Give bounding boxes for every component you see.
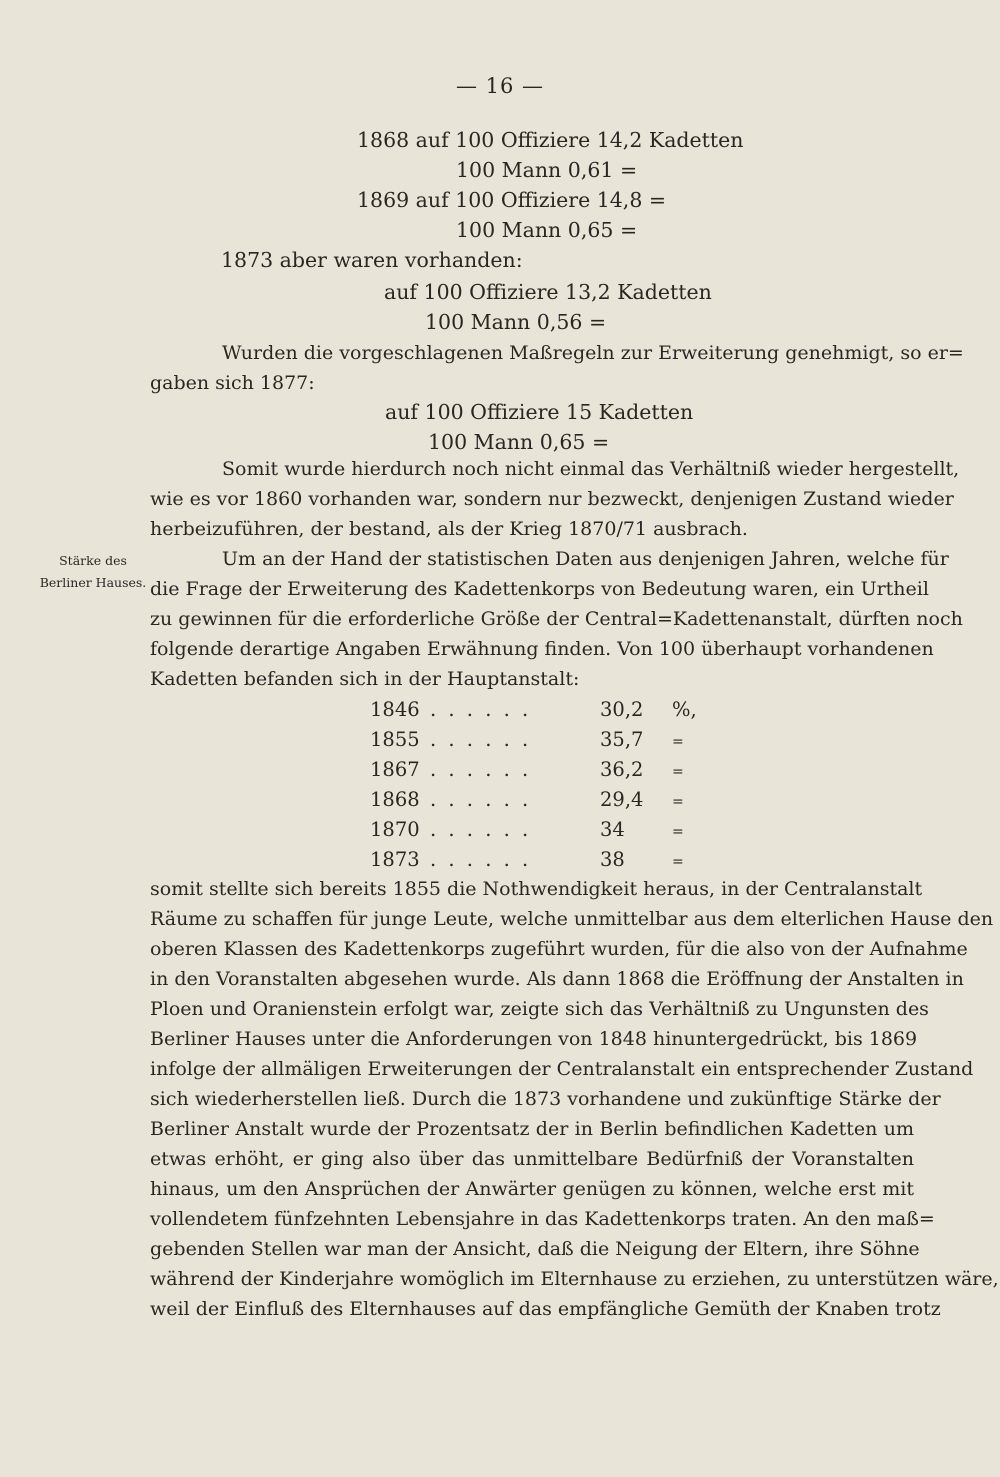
ratio-line: 100 Mann 0,61 = xyxy=(456,158,638,182)
table-year: 1867 xyxy=(370,758,420,781)
paragraph-line: weil der Einfluß des Elternhauses auf das empfängliche Gemüth der Knaben trotz xyxy=(150,1298,941,1320)
paragraph-line: in den Voranstalten abgesehen wurde. Als dann 1868 die Eröffnung der Anstalten in xyxy=(150,968,964,990)
table-dots: . . . . . . xyxy=(430,818,532,841)
ratio-line: 1873 aber waren vorhanden: xyxy=(221,248,523,272)
table-value: 35,7 xyxy=(600,728,644,751)
table-unit: = xyxy=(672,854,684,870)
paragraph-line: folgende derartige Angaben Erwähnung finden. Von 100 überhaupt vorhandenen xyxy=(150,638,934,660)
paragraph-line: Somit wurde hierdurch noch nicht einmal das Verhältniß wieder hergestellt, xyxy=(222,458,960,480)
table-year: 1846 xyxy=(370,698,420,721)
ratio-line: auf 100 Offiziere 15 Kadetten xyxy=(385,400,694,424)
table-value: 30,2 xyxy=(600,698,644,721)
ratio-line: 100 Mann 0,65 = xyxy=(456,218,638,242)
table-row xyxy=(370,788,684,811)
paragraph-line: sich wiederherstellen ließ. Durch die 1873 vorhandene und zukünftige Stärke der xyxy=(150,1088,941,1110)
ratio-line: 100 Mann 0,56 = xyxy=(425,310,607,334)
ratio-line: 1868 auf 100 Offiziere 14,2 Kadetten xyxy=(357,128,744,152)
paragraph-line: hinaus, um den Ansprüchen der Anwärter genügen zu können, welche erst mit xyxy=(150,1178,914,1200)
table-row xyxy=(370,698,697,721)
table-value: 29,4 xyxy=(600,788,644,811)
margin-note-line: Stärke des xyxy=(59,553,127,568)
table-unit: %, xyxy=(672,698,697,721)
paragraph-line: die Frage der Erweiterung des Kadettenkorps von Bedeutung waren, ein Urtheil xyxy=(150,578,929,600)
table-unit: = xyxy=(672,764,684,780)
table-value: 34 xyxy=(600,818,625,841)
paragraph-line: Ploen und Oranienstein erfolgt war, zeigte sich das Verhältniß zu Ungunsten des xyxy=(150,998,929,1020)
paragraph-line: Um an der Hand der statistischen Daten aus denjenigen Jahren, welche für xyxy=(222,548,949,570)
table-year: 1855 xyxy=(370,728,420,751)
table-unit: = xyxy=(672,824,684,840)
paragraph-line: gaben sich 1877: xyxy=(150,372,315,394)
paragraph-line: infolge der allmäligen Erweiterungen der Centralanstalt ein entsprechender Zustand xyxy=(150,1058,974,1080)
table-row xyxy=(370,728,684,751)
table-year: 1873 xyxy=(370,848,420,871)
table-year: 1868 xyxy=(370,788,420,811)
paragraph-line: Berliner Hauses unter die Anforderungen von 1848 hinuntergedrückt, bis 1869 xyxy=(150,1028,918,1050)
table-dots: . . . . . . xyxy=(430,788,532,811)
page-number: — 16 — xyxy=(455,74,545,98)
table-row xyxy=(370,848,684,871)
table-value: 36,2 xyxy=(600,758,644,781)
paragraph-line: etwas erhöht, er ging also über das unmittelbare Bedürfniß der Voranstalten xyxy=(150,1148,914,1170)
table-dots: . . . . . . xyxy=(430,728,532,751)
table-unit: = xyxy=(672,734,684,750)
table-row xyxy=(370,818,684,841)
paragraph-line: zu gewinnen für die erforderliche Größe der Central=Kadettenanstalt, dürften noch xyxy=(150,608,963,630)
paragraph-line: Räume zu schaffen für junge Leute, welche unmittelbar aus dem elterlichen Hause den xyxy=(150,908,994,930)
paragraph-line: oberen Klassen des Kadettenkorps zugeführt wurden, für die also von der Aufnahme xyxy=(150,938,968,960)
table-unit: = xyxy=(672,794,684,810)
paragraph-line: somit stellte sich bereits 1855 die Nothwendigkeit heraus, in der Centralanstalt xyxy=(150,878,923,900)
paragraph-line: Kadetten befanden sich in der Hauptanstalt: xyxy=(150,668,580,690)
margin-note-line: Berliner Hauses. xyxy=(39,575,147,590)
paragraph-line: Berliner Anstalt wurde der Prozentsatz der in Berlin befindlichen Kadetten um xyxy=(150,1118,914,1140)
table-row xyxy=(370,758,684,781)
paragraph-line: herbeizuführen, der bestand, als der Krieg 1870/71 ausbrach. xyxy=(150,518,748,540)
margin-note xyxy=(34,550,152,594)
table-year: 1870 xyxy=(370,818,420,841)
table-value: 38 xyxy=(600,848,625,871)
table-dots: . . . . . . xyxy=(430,698,532,721)
ratio-line: 100 Mann 0,65 = xyxy=(428,430,610,454)
ratio-line: auf 100 Offiziere 13,2 Kadetten xyxy=(384,280,712,304)
paragraph-line: während der Kinderjahre womöglich im Elternhause zu erziehen, zu unterstützen wäre, xyxy=(150,1268,999,1290)
paragraph-line: vollendetem fünfzehnten Lebensjahre in das Kadettenkorps traten. An den maß= xyxy=(150,1208,935,1230)
paragraph-line: gebenden Stellen war man der Ansicht, daß die Neigung der Eltern, ihre Söhne xyxy=(150,1238,920,1260)
paragraph-line: wie es vor 1860 vorhanden war, sondern nur bezweckt, denjenigen Zustand wieder xyxy=(150,488,954,510)
ratio-line: 1869 auf 100 Offiziere 14,8 = xyxy=(357,188,667,212)
paragraph-line: Wurden die vorgeschlagenen Maßregeln zur Erweiterung genehmigt, so er= xyxy=(222,342,964,364)
table-dots: . . . . . . xyxy=(430,848,532,871)
table-dots: . . . . . . xyxy=(430,758,532,781)
